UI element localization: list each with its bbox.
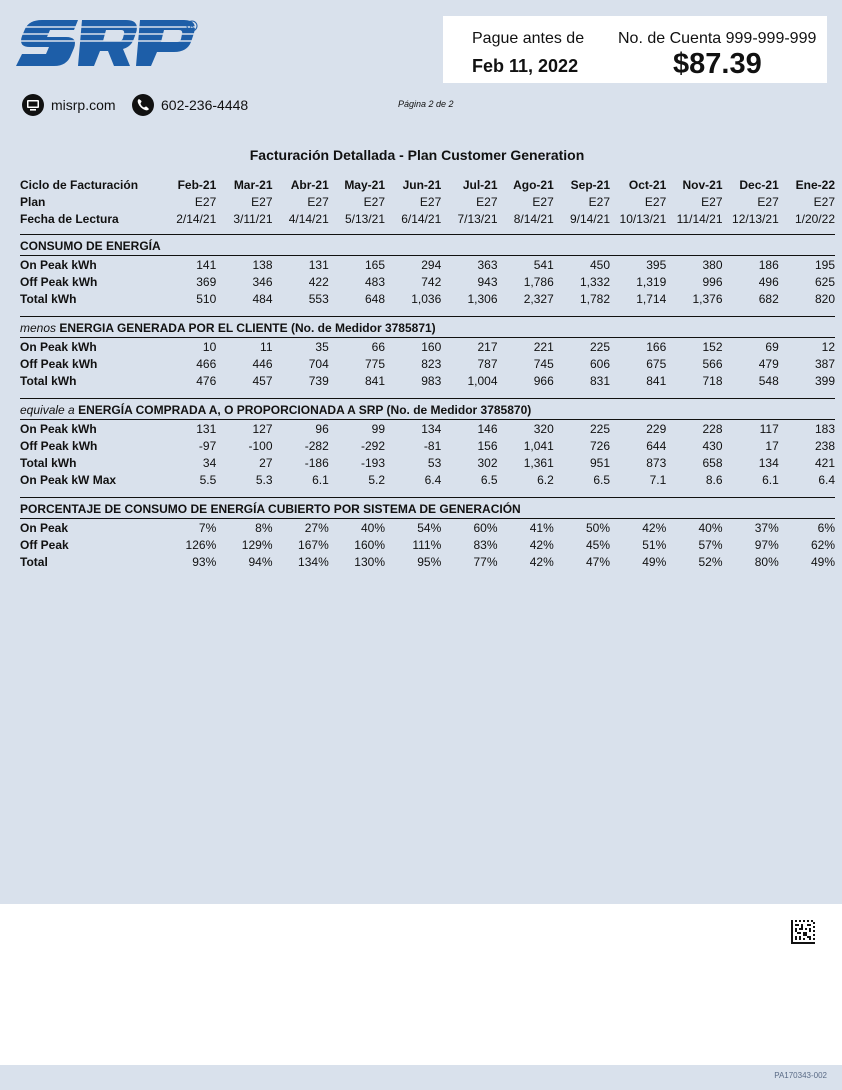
table-cell: 80%: [754, 554, 779, 569]
table-cell: 40%: [698, 520, 723, 535]
phone-number[interactable]: 602-236-4448: [161, 97, 249, 113]
table-cell: 369: [196, 274, 217, 289]
table-cell: 45%: [585, 537, 610, 552]
row-label: Off Peak kWh: [20, 274, 98, 289]
table-cell: 1,036: [411, 291, 442, 306]
table-row: [20, 355, 835, 372]
table-cell: 8%: [255, 520, 273, 535]
table-cell: 1,041: [523, 438, 554, 453]
column-header: Sep-21: [570, 177, 610, 192]
table-cell: 466: [196, 356, 217, 371]
row-label: Fecha de Lectura: [20, 211, 119, 226]
website-link[interactable]: misrp.com: [51, 97, 116, 113]
section-prefix: equivale a: [20, 403, 75, 417]
table-cell: 95%: [417, 554, 442, 569]
table-cell: E27: [532, 194, 554, 209]
section-header: [20, 399, 835, 420]
table-row: [20, 519, 835, 537]
table-cell: 841: [646, 373, 667, 388]
page-indicator: Página 2 de 2: [398, 99, 454, 109]
table-cell: 5.5: [199, 472, 217, 487]
table-cell: 167%: [298, 537, 329, 552]
spacer-cell: [20, 389, 835, 399]
table-cell: 51%: [642, 537, 667, 552]
table-cell: 127: [252, 421, 273, 436]
table-cell: 294: [421, 257, 442, 272]
row-label: On Peak kWh: [20, 257, 97, 272]
table-cell: 820: [814, 291, 835, 306]
section-heading: CONSUMO DE ENERGÍA: [20, 239, 161, 253]
row-label: Off Peak: [20, 537, 69, 552]
row-label: On Peak kWh: [20, 339, 97, 354]
table-cell: 186: [758, 257, 779, 272]
table-cell: 6.4: [818, 472, 835, 487]
table-cell: 62%: [810, 537, 835, 552]
table-cell: 146: [477, 421, 498, 436]
table-cell: 644: [646, 438, 667, 453]
table-cell: -282: [304, 438, 329, 453]
table-cell: 5.3: [255, 472, 273, 487]
table-cell: 183: [814, 421, 835, 436]
srp-logo: [16, 14, 200, 74]
table-cell: 195: [814, 257, 835, 272]
table-cell: E27: [588, 194, 610, 209]
table-cell: -81: [423, 438, 442, 453]
table-cell: 548: [758, 373, 779, 388]
table-cell: 4/14/21: [288, 211, 329, 226]
section-heading: ENERGIA GENERADA POR EL CLIENTE (No. de Medidor 3785871): [59, 321, 436, 335]
table-cell: E27: [813, 194, 835, 209]
table-cell: 7.1: [649, 472, 667, 487]
table-cell: 6.1: [762, 472, 779, 487]
table-cell: 1,714: [636, 291, 667, 306]
table-cell: 704: [308, 356, 329, 371]
table-cell: 841: [364, 373, 385, 388]
table-cell: E27: [251, 194, 273, 209]
row-label: Total kWh: [20, 291, 77, 306]
column-header: Jun-21: [402, 177, 442, 192]
column-header: Abr-21: [290, 177, 329, 192]
table-cell: 130%: [354, 554, 385, 569]
table-cell: 50%: [585, 520, 610, 535]
row-label: Total kWh: [20, 373, 77, 388]
table-cell: 775: [364, 356, 385, 371]
table-row: [20, 420, 835, 438]
table-cell: 346: [252, 274, 273, 289]
table-cell: 66: [371, 339, 385, 354]
row-label: Total kWh: [20, 455, 77, 470]
table-cell: 421: [814, 455, 835, 470]
table-cell: 217: [477, 339, 498, 354]
phone-contact[interactable]: [132, 94, 248, 116]
table-cell: 225: [589, 339, 610, 354]
svg-text:R: R: [189, 23, 195, 31]
table-cell: 566: [702, 356, 723, 371]
table-cell: 47%: [585, 554, 610, 569]
table-cell: 111%: [412, 537, 442, 552]
row-label: On Peak: [20, 520, 69, 535]
billing-detail-table: [20, 176, 835, 570]
table-cell: 787: [477, 356, 498, 371]
table-cell: 380: [702, 257, 723, 272]
table-cell: 446: [252, 356, 273, 371]
table-cell: 229: [646, 421, 667, 436]
table-cell: 983: [421, 373, 442, 388]
table-cell: 160: [421, 339, 442, 354]
table-cell: 479: [758, 356, 779, 371]
table-cell: 1,376: [692, 291, 723, 306]
account-number: No. de Cuenta 999-999-999: [618, 30, 817, 47]
table-row: [20, 273, 835, 290]
table-row: [20, 290, 835, 307]
column-header: Dec-21: [739, 177, 779, 192]
spacer-row: [20, 227, 835, 235]
row-label: Off Peak kWh: [20, 438, 98, 453]
table-cell: 12/13/21: [732, 211, 779, 226]
table-cell: 42%: [642, 520, 667, 535]
pay-by-label: Pague antes de: [472, 30, 585, 47]
table-cell: 606: [589, 356, 610, 371]
table-cell: 40%: [360, 520, 385, 535]
table-cell: 496: [758, 274, 779, 289]
row-label: Ciclo de Facturación: [20, 177, 139, 192]
table-cell: 27%: [304, 520, 329, 535]
table-cell: 2,327: [523, 291, 554, 306]
table-cell: 131: [308, 257, 329, 272]
table-cell: 1,361: [523, 455, 554, 470]
table-cell: 996: [702, 274, 723, 289]
table-cell: 6.1: [312, 472, 329, 487]
table-cell: 1,004: [467, 373, 498, 388]
table-cell: 131: [196, 421, 217, 436]
table-cell: 541: [533, 257, 554, 272]
table-cell: 745: [533, 356, 554, 371]
table-cell: 129%: [241, 537, 273, 552]
datamatrix-code: [791, 920, 815, 944]
table-cell: 718: [702, 373, 723, 388]
table-cell: 5.2: [368, 472, 385, 487]
table-cell: 742: [421, 274, 442, 289]
table-cell: E27: [644, 194, 667, 209]
table-cell: 476: [196, 373, 217, 388]
table-cell: 134: [421, 421, 442, 436]
table-cell: 6.5: [480, 472, 498, 487]
table-cell: 9/14/21: [569, 211, 610, 226]
table-cell: 126%: [185, 537, 217, 552]
table-cell: 152: [702, 339, 723, 354]
table-cell: 225: [589, 421, 610, 436]
table-cell: 11: [260, 339, 273, 354]
table-cell: 739: [308, 373, 329, 388]
column-header: Feb-21: [177, 177, 217, 192]
column-header: Ene-22: [795, 177, 835, 192]
table-row: [20, 372, 835, 389]
row-label: On Peak kW Max: [20, 472, 117, 487]
row-label: On Peak kWh: [20, 421, 97, 436]
section-header: [20, 235, 835, 256]
page-title: Facturación Detallada - Plan Customer Generation: [249, 147, 585, 163]
plan-row: [20, 193, 835, 210]
table-cell: 141: [196, 257, 217, 272]
table-cell: 3/11/21: [233, 211, 273, 226]
table-cell: 60%: [473, 520, 498, 535]
table-cell: 484: [252, 291, 273, 306]
table-cell: 399: [814, 373, 835, 388]
table-cell: 1,782: [579, 291, 610, 306]
spacer-cell: [20, 307, 835, 317]
table-cell: 52%: [698, 554, 723, 569]
table-cell: -97: [198, 438, 217, 453]
table-cell: -186: [304, 455, 329, 470]
table-cell: 10: [202, 339, 217, 354]
table-cell: -100: [248, 438, 273, 453]
table-cell: 5/13/21: [344, 211, 385, 226]
table-cell: 238: [814, 438, 835, 453]
table-cell: 943: [477, 274, 498, 289]
table-cell: 726: [589, 438, 610, 453]
table-cell: 166: [646, 339, 667, 354]
table-cell: 41%: [529, 520, 554, 535]
footer-strip: [0, 1065, 842, 1090]
table-cell: 625: [814, 274, 835, 289]
row-label: Plan: [20, 194, 46, 209]
table-cell: 54%: [417, 520, 442, 535]
table-cell: E27: [419, 194, 442, 209]
table-cell: -292: [360, 438, 385, 453]
column-header: Nov-21: [682, 177, 723, 192]
column-header: Mar-21: [233, 177, 273, 192]
table-cell: 99: [371, 421, 385, 436]
table-cell: 35: [315, 339, 329, 354]
table-cell: 395: [646, 257, 667, 272]
website-contact[interactable]: [22, 94, 116, 116]
table-cell: E27: [476, 194, 498, 209]
table-cell: 77%: [473, 554, 498, 569]
table-cell: 1,319: [636, 274, 667, 289]
section-header: [20, 498, 835, 519]
table-cell: 1,306: [467, 291, 498, 306]
table-row: [20, 553, 835, 570]
table-row: [20, 454, 835, 471]
table-row: [20, 471, 835, 488]
table-cell: 873: [646, 455, 667, 470]
table-cell: 53: [427, 455, 442, 470]
row-label: Total: [20, 554, 48, 569]
table-cell: 457: [252, 373, 273, 388]
form-code: PA170343-002: [774, 1071, 827, 1080]
table-cell: 69: [765, 339, 779, 354]
payment-summary-box: [443, 16, 827, 83]
table-cell: 675: [646, 356, 667, 371]
section-title: [20, 498, 835, 519]
table-cell: 831: [589, 373, 610, 388]
table-cell: 8/14/21: [513, 211, 554, 226]
table-row: [20, 256, 835, 274]
column-header: Jul-21: [462, 177, 498, 192]
table-cell: 49%: [810, 554, 835, 569]
table-cell: 430: [702, 438, 723, 453]
table-cell: 117: [759, 421, 779, 436]
table-cell: 6/14/21: [401, 211, 442, 226]
table-cell: 10/13/21: [619, 211, 667, 226]
table-cell: 363: [477, 257, 498, 272]
table-cell: 510: [196, 291, 217, 306]
table-cell: 17: [765, 438, 779, 453]
table-cell: E27: [194, 194, 217, 209]
table-cell: 97%: [754, 537, 779, 552]
table-cell: 8.6: [705, 472, 723, 487]
amount-due: $87.39: [673, 48, 762, 80]
table-cell: 221: [533, 339, 554, 354]
table-row: [20, 536, 835, 553]
spacer-row: [20, 488, 835, 498]
table-row: [20, 437, 835, 454]
table-cell: 422: [308, 274, 329, 289]
table-cell: E27: [757, 194, 779, 209]
section-title: [20, 235, 835, 256]
table-cell: E27: [363, 194, 385, 209]
column-header: Ago-21: [513, 177, 554, 192]
table-cell: 7%: [198, 520, 217, 535]
table-cell: 6.2: [537, 472, 554, 487]
row-label: Off Peak kWh: [20, 356, 98, 371]
table-cell: 682: [758, 291, 779, 306]
table-cell: 1,332: [579, 274, 610, 289]
table-cell: 27: [259, 455, 273, 470]
header-row: [20, 176, 835, 193]
table-cell: E27: [701, 194, 723, 209]
table-cell: 42%: [529, 537, 554, 552]
table-cell: -193: [360, 455, 385, 470]
table-cell: 1,786: [523, 274, 554, 289]
table-cell: 553: [308, 291, 329, 306]
table-cell: 49%: [642, 554, 667, 569]
table-cell: 951: [589, 455, 610, 470]
table-cell: 34: [202, 455, 217, 470]
table-row: [20, 338, 835, 356]
table-cell: 387: [814, 356, 835, 371]
column-header: Oct-21: [628, 177, 667, 192]
table-cell: 160%: [354, 537, 385, 552]
due-date: Feb 11, 2022: [472, 56, 579, 76]
table-cell: 134%: [298, 554, 329, 569]
table-cell: 37%: [754, 520, 779, 535]
spacer-row: [20, 389, 835, 399]
table-cell: 450: [589, 257, 610, 272]
section-prefix: menos: [20, 321, 57, 335]
table-cell: 1/20/22: [794, 211, 835, 226]
table-cell: 12: [821, 339, 835, 354]
table-cell: 483: [364, 274, 385, 289]
section-heading: ENERGÍA COMPRADA A, O PROPORCIONADA A SRP (No. de Medidor 3785870): [78, 403, 532, 417]
read-date-row: [20, 210, 835, 227]
table-cell: 134: [758, 455, 779, 470]
table-cell: 93%: [192, 554, 217, 569]
section-title: [20, 399, 835, 420]
phone-icon: [132, 94, 154, 116]
table-cell: 320: [533, 421, 554, 436]
table-cell: 83%: [473, 537, 498, 552]
table-cell: 94%: [248, 554, 273, 569]
table-cell: 57%: [698, 537, 723, 552]
table-cell: 648: [364, 291, 385, 306]
table-cell: 138: [252, 257, 273, 272]
section-heading: PORCENTAJE DE CONSUMO DE ENERGÍA CUBIERTO POR SISTEMA DE GENERACIÓN: [20, 502, 521, 516]
spacer-cell: [20, 227, 835, 235]
table-cell: 302: [477, 455, 498, 470]
table-cell: 823: [421, 356, 442, 371]
monitor-icon: [22, 94, 44, 116]
table-cell: 6%: [817, 520, 835, 535]
table-cell: E27: [307, 194, 329, 209]
table-cell: 42%: [529, 554, 554, 569]
table-cell: 7/13/21: [457, 211, 498, 226]
column-header: May-21: [344, 177, 385, 192]
table-cell: 658: [702, 455, 723, 470]
table-cell: 11/14/21: [676, 211, 723, 226]
table-cell: 228: [702, 421, 723, 436]
spacer-cell: [20, 488, 835, 498]
table-cell: 6.5: [593, 472, 610, 487]
spacer-row: [20, 307, 835, 317]
table-cell: 2/14/21: [176, 211, 217, 226]
table-cell: 96: [315, 421, 329, 436]
table-cell: 165: [364, 257, 385, 272]
table-cell: 6.4: [424, 472, 442, 487]
table-cell: 156: [477, 438, 498, 453]
section-header: [20, 317, 835, 338]
table-cell: 966: [533, 373, 554, 388]
section-title: [20, 317, 835, 338]
